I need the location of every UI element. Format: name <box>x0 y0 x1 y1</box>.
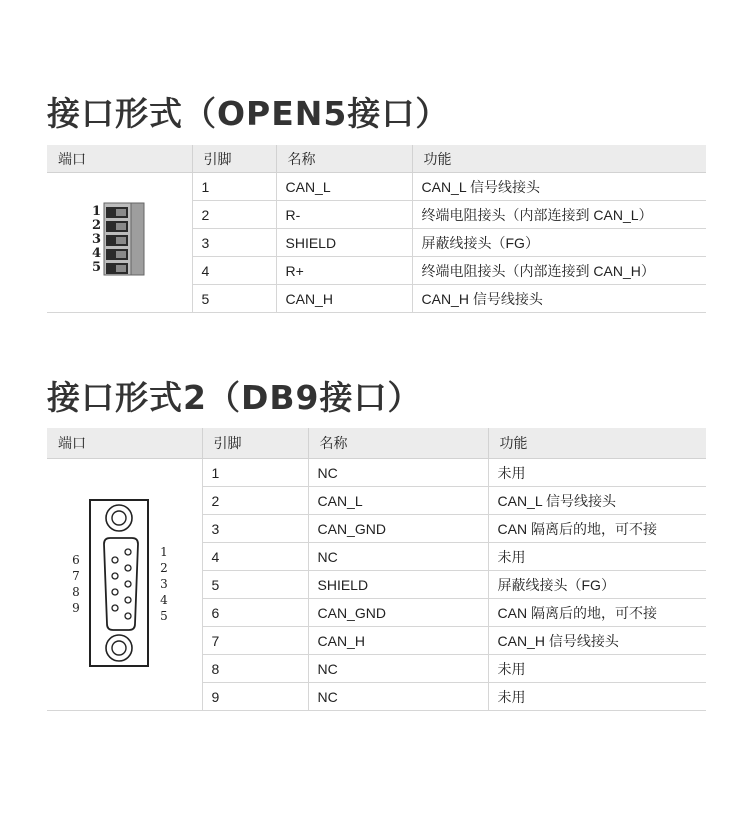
function-cell: CAN_H 信号线接头 <box>488 627 706 655</box>
name-cell: CAN_H <box>276 285 412 313</box>
pin-cell: 3 <box>192 229 276 257</box>
function-cell: 屏蔽线接头（FG） <box>488 571 706 599</box>
name-cell: CAN_GND <box>308 515 488 543</box>
header-function: 功能 <box>412 145 706 173</box>
function-cell: 未用 <box>488 683 706 711</box>
db9-connector-cell <box>47 459 202 711</box>
header-function: 功能 <box>488 428 706 459</box>
db9-pin-label: 2 <box>160 561 169 575</box>
db9-pin-table <box>47 428 706 711</box>
db9-pin-label: 1 <box>160 545 169 559</box>
open5-connector-cell <box>47 173 192 313</box>
table-row <box>47 173 706 201</box>
function-cell: CAN 隔离后的地，可不接 <box>488 599 706 627</box>
db9-pin-label: 8 <box>72 585 81 599</box>
db9-pin-label: 4 <box>160 593 169 607</box>
pin-cell: 2 <box>202 487 308 515</box>
pin-cell: 1 <box>202 459 308 487</box>
pin-cell: 4 <box>192 257 276 285</box>
name-cell: CAN_L <box>308 487 488 515</box>
function-cell: CAN_L 信号线接头 <box>412 173 706 201</box>
db9-pin-label: 5 <box>160 609 169 623</box>
pin-cell: 1 <box>192 173 276 201</box>
function-cell: 未用 <box>488 655 706 683</box>
function-cell: 屏蔽线接头（FG） <box>412 229 706 257</box>
db9-pin-label: 3 <box>160 577 169 591</box>
open5-connector-icon <box>87 199 151 283</box>
open5-pin-label: 5 <box>92 260 102 275</box>
pin-cell: 8 <box>202 655 308 683</box>
section2-title: 接口形式2（DB9接口） <box>47 378 422 417</box>
open5-pin-label: 3 <box>92 232 102 247</box>
pin-cell: 9 <box>202 683 308 711</box>
pin-cell: 4 <box>202 543 308 571</box>
db9-pin-label: 7 <box>72 569 81 583</box>
name-cell: SHIELD <box>276 229 412 257</box>
name-cell: NC <box>308 683 488 711</box>
function-cell: CAN_H 信号线接头 <box>412 285 706 313</box>
db9-pin-label: 9 <box>72 601 81 615</box>
name-cell: CAN_H <box>308 627 488 655</box>
open5-pin-label: 1 <box>92 204 102 219</box>
pin-cell: 5 <box>202 571 308 599</box>
pin-cell: 5 <box>192 285 276 313</box>
header-pin: 引脚 <box>202 428 308 459</box>
open5-pin-label: 4 <box>92 246 102 261</box>
header-port: 端口 <box>47 428 202 459</box>
name-cell: NC <box>308 543 488 571</box>
db9-pin-label: 6 <box>72 553 81 567</box>
header-port: 端口 <box>47 145 192 173</box>
open5-pin-table <box>47 145 706 313</box>
function-cell: 未用 <box>488 543 706 571</box>
pin-cell: 6 <box>202 599 308 627</box>
header-name: 名称 <box>308 428 488 459</box>
function-cell: 未用 <box>488 459 706 487</box>
pin-cell: 7 <box>202 627 308 655</box>
function-cell: CAN_L 信号线接头 <box>488 487 706 515</box>
function-cell: 终端电阻接头（内部连接到 CAN_L） <box>412 201 706 229</box>
section1-title: 接口形式（OPEN5接口） <box>47 94 450 133</box>
pin-cell: 3 <box>202 515 308 543</box>
table-row <box>47 459 706 487</box>
name-cell: NC <box>308 459 488 487</box>
name-cell: SHIELD <box>308 571 488 599</box>
name-cell: CAN_GND <box>308 599 488 627</box>
table-header-row <box>47 428 706 459</box>
name-cell: CAN_L <box>276 173 412 201</box>
function-cell: 终端电阻接头（内部连接到 CAN_H） <box>412 257 706 285</box>
open5-pin-label: 2 <box>92 218 102 233</box>
name-cell: R- <box>276 201 412 229</box>
header-pin: 引脚 <box>192 145 276 173</box>
header-name: 名称 <box>276 145 412 173</box>
pin-cell: 2 <box>192 201 276 229</box>
function-cell: CAN 隔离后的地，可不接 <box>488 515 706 543</box>
table-header-row <box>47 145 706 173</box>
name-cell: NC <box>308 655 488 683</box>
db9-connector-icon <box>64 488 184 678</box>
name-cell: R+ <box>276 257 412 285</box>
